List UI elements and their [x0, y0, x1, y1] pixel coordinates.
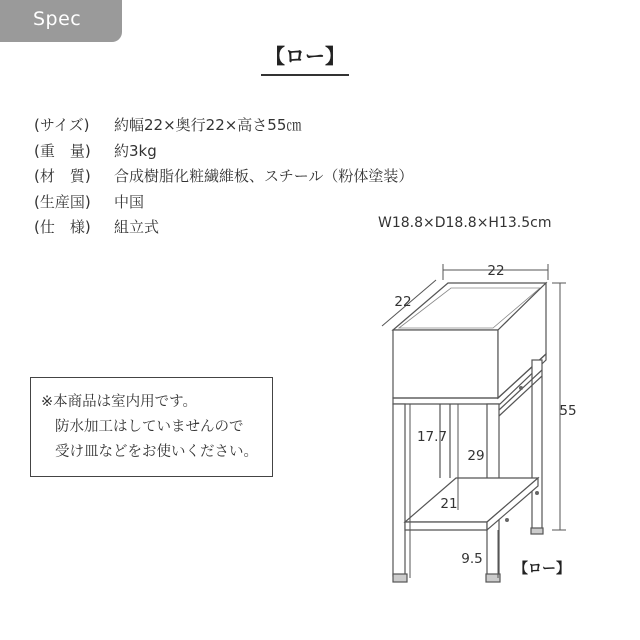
dim-inner-depth: 21	[440, 496, 458, 512]
dim-depth: 22	[394, 294, 412, 310]
dim-upper-gap: 17.7	[416, 429, 448, 445]
spec-value: 約3kg	[114, 141, 157, 160]
spec-label: (仕 様)	[34, 218, 91, 236]
dim-height: 55	[559, 403, 577, 419]
spec-label: (サイズ)	[34, 116, 90, 134]
spec-value: 組立式	[114, 218, 160, 236]
spec-label: (重 量)	[34, 141, 91, 160]
spec-value: 中国	[114, 192, 145, 211]
diagram-caption: 【ロー】	[514, 561, 570, 577]
dim-inner-height: 29	[467, 448, 485, 464]
stand-leg	[393, 404, 405, 576]
notice-line: 受け皿などをお使いください。	[55, 444, 258, 460]
dim-leg-height: 9.5	[461, 551, 483, 567]
planter-box-front	[393, 330, 498, 398]
spec-label: (材 質)	[34, 167, 91, 185]
box-dimensions: W18.8×D18.8×H13.5cm	[378, 215, 552, 231]
spec-value: 約幅22×奥行22×高さ55㎝	[114, 116, 302, 134]
page-title-text: 【ロー】	[261, 40, 349, 76]
spec-value: 合成樹脂化粧繊維板、スチール（粉体塗装）	[114, 167, 414, 185]
notice-line: 防水加工はしていませんので	[55, 419, 244, 435]
stand-leg	[532, 360, 542, 530]
spec-tab-label: Spec	[33, 8, 82, 30]
notice-line: ※本商品は室内用です。	[41, 394, 197, 410]
dim-width: 22	[487, 263, 505, 279]
spec-label: (生産国)	[34, 192, 91, 211]
